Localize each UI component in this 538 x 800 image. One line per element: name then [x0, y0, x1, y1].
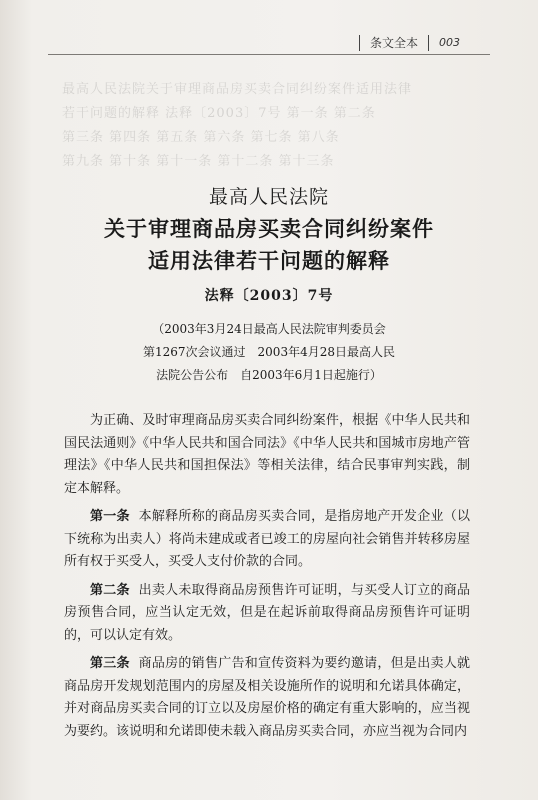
- preamble-paragraph: 为正确、及时审理商品房买卖合同纠纷案件，根据《中华人民共和国民法通则》《中华人民共和国合同法》《中华人民共和国城市房地产管理法》《中华人民共和国担保法》等相关法律，结合民事审判实践，制定本解释。: [64, 413, 470, 496]
- issuer-title: 最高人民法院: [208, 186, 329, 208]
- document-title-line-1: 关于审理商品房买卖合同纠纷案件: [104, 216, 434, 241]
- bleed-line: 第九条 第十条 第十一条 第十二条 第十三条: [62, 154, 335, 169]
- page-number: 003: [439, 36, 460, 49]
- header-rule: [48, 54, 490, 55]
- bleed-line: 最高人民法院关于审理商品房买卖合同纠纷案件适用法律: [62, 82, 413, 97]
- header-divider-left: [359, 35, 360, 51]
- adoption-line: 第1267次会议通过 2003年4月28日最高人民: [143, 345, 395, 359]
- article-1: [64, 506, 470, 574]
- article-2: [64, 580, 470, 648]
- article-text: 本解释所称的商品房买卖合同，是指房地产开发企业（以下统称为出卖人）将尚未建成或者已竣工的房屋向社会销售并转移房屋所有权于买受人，买受人支付价款的合同。: [64, 509, 470, 569]
- running-header: [359, 34, 460, 51]
- adoption-line: （2003年3月24日最高人民法院审判委员会: [152, 322, 386, 336]
- header-section-title: 条文全本: [369, 36, 418, 50]
- document-title-line-2: 适用法律若干问题的解释: [148, 248, 390, 273]
- adoption-note: [0, 318, 538, 387]
- document-number: 法释〔2003〕7号: [204, 288, 334, 304]
- header-divider-right: [428, 35, 429, 51]
- article-3: [64, 653, 470, 743]
- bleed-line: 若干问题的解释 法释〔2003〕7号 第一条 第二条: [62, 106, 376, 121]
- article-label: 第一条: [90, 509, 130, 524]
- article-text: 商品房的销售广告和宣传资料为要约邀请，但是出卖人就商品房开发规划范围内的房屋及相关设施所作的说明和允诺具体确定，并对商品房买卖合同的订立以及房屋价格的确定有重大影响的，应当视为要约。该说明和允诺即使未载入商品房买卖合同，亦应当视为合同内: [64, 656, 470, 739]
- adoption-line: 法院公告公布 自2003年6月1日起施行）: [156, 368, 382, 382]
- document-body: [64, 410, 470, 749]
- bleed-through-text: [62, 78, 472, 174]
- article-text: 出卖人未取得商品房预售许可证明，与买受人订立的商品房预售合同，应当认定无效，但是在起诉前取得商品房预售许可证明的，可以认定有效。: [64, 582, 470, 643]
- article-label: 第三条: [90, 656, 130, 671]
- bleed-line: 第三条 第四条 第五条 第六条 第七条 第八条: [62, 130, 340, 145]
- article-label: 第二条: [90, 582, 130, 598]
